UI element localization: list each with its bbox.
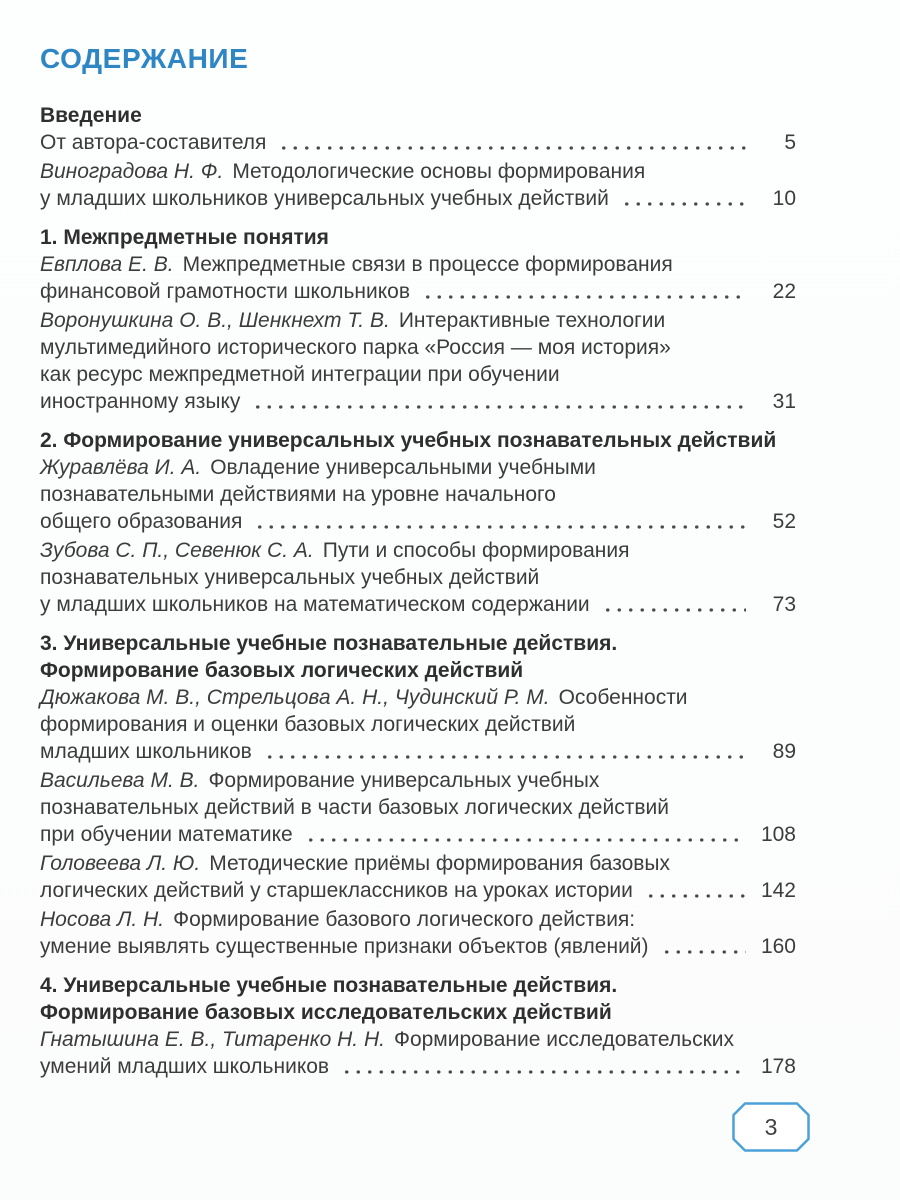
- entry-title-text: Методологические основы формирования: [232, 160, 646, 183]
- entry-line: [40, 711, 796, 738]
- section-heading-line: 2. Формирование универсальных учебных познавательных действий: [40, 429, 777, 452]
- toc-entry: [40, 251, 796, 305]
- author-name: Васильева М. В.: [40, 769, 200, 792]
- entry-title-text: Овладение универсальными учебными: [210, 456, 596, 479]
- entry-title-text: Интерактивные технологии: [398, 309, 666, 332]
- entry-line: [40, 1053, 796, 1080]
- author-name: Евплова Е. В.: [40, 253, 174, 276]
- entry-line: [40, 361, 796, 388]
- entry-title-text: Особенности: [558, 686, 688, 709]
- author-name: Головеева Л. Ю.: [40, 852, 201, 875]
- entry-title-text: как ресурс межпредметной интеграции при обучении: [40, 363, 560, 386]
- toc-entry: [40, 850, 796, 904]
- entry-title-text: умений младших школьников: [40, 1055, 330, 1078]
- toc-entry: [40, 906, 796, 960]
- dot-leader: [599, 591, 746, 618]
- entry-line: [40, 307, 796, 334]
- entry-title-text: финансовой грамотности школьников: [40, 280, 410, 303]
- entry-line: [40, 537, 796, 564]
- entry-line: [40, 334, 796, 361]
- dot-leader: [419, 278, 746, 305]
- entry-line: [40, 933, 796, 960]
- toc-entry: [40, 767, 796, 848]
- dot-leader: [658, 933, 746, 960]
- entry-title-text: у младших школьников на математическом содержании: [40, 593, 590, 616]
- entry-title-text: Методические приёмы формирования базовых: [209, 852, 671, 875]
- section-heading: [40, 630, 796, 684]
- section-heading-line: 1. Межпредметные понятия: [40, 226, 329, 249]
- author-name: Дюжакова М. В., Стрельцова А. Н., Чудинский Р. М.: [40, 686, 550, 709]
- entry-page-number: 108: [760, 823, 796, 846]
- entry-title-text: От автора-составителя: [40, 131, 267, 154]
- author-name: Носова Л. Н.: [40, 908, 165, 931]
- dot-leader: [618, 185, 746, 212]
- entry-title-text: Межпредметные связи в процессе формирования: [182, 253, 673, 276]
- entry-line: [40, 251, 796, 278]
- toc-section: [40, 630, 796, 960]
- entry-page-number: 5: [784, 131, 796, 154]
- entry-line: [40, 821, 796, 848]
- entry-line: [40, 794, 796, 821]
- toc-entry: [40, 454, 796, 535]
- entry-page-number: 10: [772, 187, 796, 210]
- entry-title-text: у младших школьников универсальных учебных действий: [40, 187, 609, 210]
- section-heading: [40, 427, 796, 454]
- dot-leader: [261, 738, 746, 765]
- section-heading-line: Введение: [40, 104, 142, 127]
- toc-sections: [40, 102, 796, 1080]
- entry-page-number: 22: [772, 280, 796, 303]
- toc-entry: [40, 1026, 796, 1080]
- entry-title-text: познавательными действиями на уровне начального: [40, 483, 556, 506]
- section-entries: [40, 129, 796, 212]
- entry-title-text: формирования и оценки базовых логических действий: [40, 713, 576, 736]
- section-entries: [40, 1026, 796, 1080]
- section-heading-line: 3. Универсальные учебные познавательные действия.: [40, 632, 618, 655]
- table-of-contents: [40, 42, 796, 1082]
- entry-line: [40, 129, 796, 156]
- entry-title-text: умение выявлять существенные признаки объектов (явлений): [40, 935, 649, 958]
- entry-line: [40, 388, 796, 415]
- section-entries: [40, 251, 796, 415]
- page-number: 3: [764, 1113, 778, 1140]
- entry-page-number: 52: [772, 510, 796, 533]
- entry-line: [40, 850, 796, 877]
- page-number-badge: [732, 1102, 810, 1152]
- toc-section: [40, 224, 796, 415]
- entry-title-text: мультимедийного исторического парка «Россия — моя история»: [40, 336, 671, 359]
- section-heading: [40, 102, 796, 129]
- toc-entry: [40, 537, 796, 618]
- entry-page-number: 73: [772, 593, 796, 616]
- author-name: Зубова С. П., Севенюк С. А.: [40, 539, 314, 562]
- toc-entry: [40, 158, 796, 212]
- entry-page-number: 31: [772, 390, 796, 413]
- section-heading: [40, 972, 796, 1026]
- entry-title-text: общего образования: [40, 510, 243, 533]
- entry-title-text: иностранному языку: [40, 390, 241, 413]
- dot-leader: [251, 508, 746, 535]
- author-name: Воронушкина О. В., Шенкнехт Т. В.: [40, 309, 390, 332]
- entry-line: [40, 591, 796, 618]
- section-heading-line: Формирование базовых логических действий: [40, 659, 524, 682]
- entry-line: [40, 185, 796, 212]
- toc-section: [40, 427, 796, 618]
- entry-line: [40, 508, 796, 535]
- toc-entry: [40, 129, 796, 156]
- entry-line: [40, 454, 796, 481]
- page-title: СОДЕРЖАНИЕ: [40, 43, 249, 74]
- entry-line: [40, 1026, 796, 1053]
- entry-line: [40, 684, 796, 711]
- entry-title-text: Пути и способы формирования: [322, 539, 630, 562]
- entry-page-number: 160: [760, 935, 796, 958]
- section-entries: [40, 454, 796, 618]
- entry-title-text: младших школьников: [40, 740, 252, 763]
- dot-leader: [302, 821, 746, 848]
- entry-title-text: Формирование базового логического действия:: [173, 908, 636, 931]
- entry-page-number: 178: [760, 1055, 796, 1078]
- entry-title-text: логических действий у старшеклассников на уроках истории: [40, 879, 633, 902]
- toc-entry: [40, 307, 796, 415]
- entry-page-number: 89: [772, 740, 796, 763]
- entry-line: [40, 158, 796, 185]
- dot-leader: [642, 877, 746, 904]
- entry-line: [40, 564, 796, 591]
- toc-section: [40, 972, 796, 1080]
- section-heading: [40, 224, 796, 251]
- dot-leader: [249, 388, 746, 415]
- entry-title-text: Формирование универсальных учебных: [208, 769, 600, 792]
- toc-section: [40, 102, 796, 212]
- entry-title-text: при обучении математике: [40, 823, 293, 846]
- section-entries: [40, 684, 796, 960]
- entry-line: [40, 877, 796, 904]
- entry-line: [40, 278, 796, 305]
- author-name: Журавлёва И. А.: [40, 456, 202, 479]
- entry-title-text: познавательных универсальных учебных действий: [40, 566, 540, 589]
- entry-line: [40, 481, 796, 508]
- dot-leader: [338, 1053, 746, 1080]
- toc-entry: [40, 684, 796, 765]
- entry-title-text: Формирование исследовательских: [393, 1028, 735, 1051]
- entry-page-number: 142: [760, 879, 796, 902]
- dot-leader: [275, 129, 746, 156]
- section-heading-line: 4. Универсальные учебные познавательные действия.: [40, 974, 618, 997]
- entry-line: [40, 767, 796, 794]
- author-name: Гнатышина Е. В., Титаренко Н. Н.: [40, 1028, 385, 1051]
- author-name: Виноградова Н. Ф.: [40, 160, 224, 183]
- entry-line: [40, 906, 796, 933]
- section-heading-line: Формирование базовых исследовательских действий: [40, 1001, 612, 1024]
- entry-title-text: познавательных действий в части базовых логических действий: [40, 796, 669, 819]
- entry-line: [40, 738, 796, 765]
